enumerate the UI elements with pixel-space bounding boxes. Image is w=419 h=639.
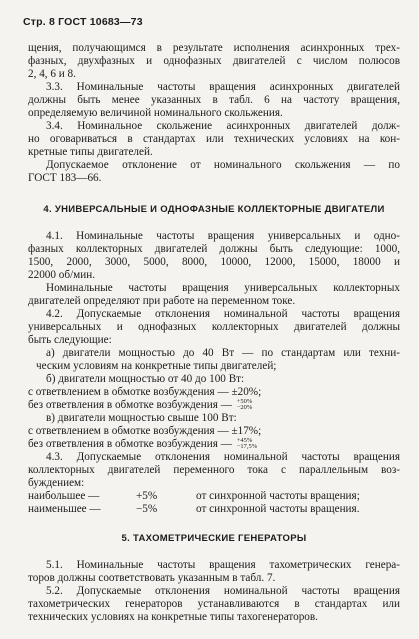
text-line: ческим условиям на конкретные типы двигателей; [36,360,277,372]
tolerance-line [28,399,400,412]
text-line: 2, 4, 6 и 8. [28,68,76,80]
deviation-row [28,503,400,516]
text-line: 3.3. Номинальные частоты вращения асинхронных двигателей [46,81,400,93]
text-line: двигателей определяют при работе на переменном токе. [28,295,296,307]
text-line: фазных коллекторных двигателей должны быть следующие: 1000, [28,243,400,255]
text-line: тахометрических генераторов устанавливаются в стандартах или [28,598,400,610]
text-line: технических условиях на конкретные типы тахогенераторов. [28,611,318,623]
tolerance-lower: −20% [236,404,253,412]
list-item-c: в) двигатели мощностью свыше 100 Вт: [46,412,237,424]
text-line: торов должны соответствовать указанным в табл. 7. [28,572,276,584]
text-line: кретные типы двигателей. [28,146,153,158]
page-header: Стр. 8 ГОСТ 10683—73 [23,16,143,28]
text-line: с ответвлением в обмотке возбуждения — ±17%; [28,425,262,437]
text-line: без ответвления в обмотке возбуждения — [28,399,232,411]
tolerance-upper: +50% [236,398,253,406]
list-item-a: а) двигатели мощностью до 40 Вт — по стандартам или техни- [46,347,400,359]
text-line: 5.2. Допускаемые отклонения номинальной частоты вращения [46,585,400,597]
text-line: без ответвления в обмотке возбуждения — [28,438,232,450]
text-line: буждением: [28,477,85,489]
deviation-value: −5% [136,503,158,515]
text-line: быть следующие: [28,334,112,346]
text-line: фазных, двухфазных и однофазных двигателей с числом полюсов [28,55,400,67]
deviation-value: +5% [136,490,158,502]
tolerance-line [28,438,400,451]
text-line: с ответвлением в обмотке возбуждения — ±20%; [28,386,262,398]
deviation-label: наименьшее — [28,503,101,515]
text-line: но оговариваться в стандартах или технических условиях на кон- [28,133,400,145]
text-line: определяемую величиной номинального скольжения. [28,107,283,119]
section-4-heading: 4. УНИВЕРСАЛЬНЫЕ И ОДНОФАЗНЫЕ КОЛЛЕКТОРНЫЕ ДВИГАТЕЛИ [43,204,385,215]
deviation-row [28,490,400,503]
text-line: универсальных и однофазных коллекторных двигателей должны [28,321,400,333]
tolerance-upper: +45% [236,437,253,445]
text-line: Допускаемое отклонение от номинального скольжения — по [46,159,400,171]
section-5-heading: 5. ТАХОМЕТРИЧЕСКИЕ ГЕНЕРАТОРЫ [121,533,307,544]
deviation-text: от синхронной частоты вращения; [196,490,360,502]
tolerance-fraction [237,438,257,450]
text-line: должны быть менее указанных в табл. 6 на частоту вращения, [28,94,400,106]
page-content [28,42,400,624]
text-line: 22000 об/мин. [28,269,96,281]
text-line: Номинальные частоты вращения универсальных коллекторных [46,282,400,294]
text-line: 4.2. Допускаемые отклонения номинальной частоты вращения [46,308,400,320]
deviation-text: от синхронной частоты вращения. [196,503,360,515]
list-item-b: б) двигатели мощностью от 40 до 100 Вт: [46,373,245,385]
tolerance-lower: −17,5% [236,443,258,451]
text-line: коллекторных двигателей переменного тока с параллельным воз- [28,464,400,476]
text-line: 4.1. Номинальные частоты вращения универсальных и одно- [46,230,400,242]
text-line: ГОСТ 183—66. [28,172,102,184]
tolerance-fraction [237,399,253,411]
text-line: 3.4. Номинальное скольжение асинхронных двигателей долж- [46,120,400,132]
text-line: 5.1. Номинальные частоты вращения тахометрических генера- [46,559,400,571]
text-line: щения, получающимся в результате исполнения асинхронных трех- [28,42,400,54]
text-line: 1500, 2000, 3000, 5000, 8000, 10000, 12000, 15000, 18000 и [28,256,400,268]
deviation-label: наибольшее — [28,490,100,502]
text-line: 4.3. Допускаемые отклонения номинальной частоты вращения [46,451,400,463]
